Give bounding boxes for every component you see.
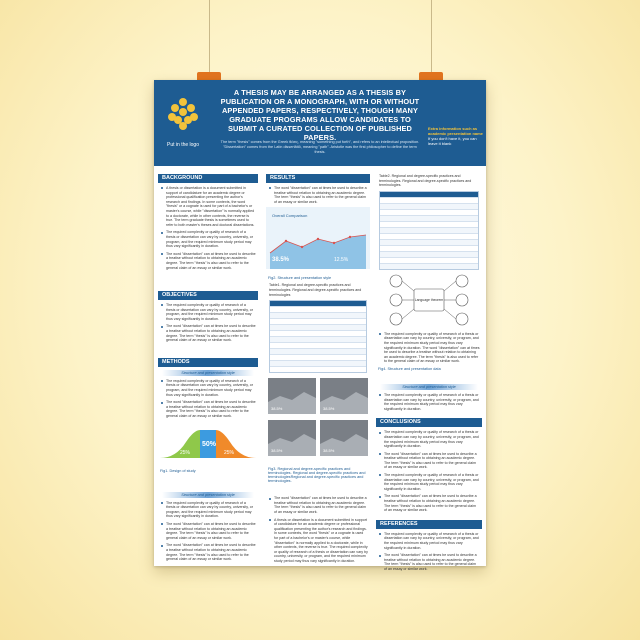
chart-value: 12.5%	[334, 257, 349, 264]
figure-right-segment	[216, 430, 256, 458]
side-note-text: If you don't have it, you can leave it blank	[428, 136, 477, 146]
small-chart	[268, 378, 316, 414]
background-bullet: The required complexity or quality of research of a thesis or dissertation can vary by country, university, or program, and the required minimum study period may thus vary significantly in duration.	[160, 230, 256, 248]
results-area-chart	[266, 207, 370, 269]
results-table	[269, 300, 367, 373]
methods-bullet: The word "dissertation" can at times be used to describe a treatise without relation to obtaining an academic degree. The term "thesis" is also used to refer to the general claim of an essay or similar work.	[160, 400, 256, 418]
conclusions-bullet: The word "dissertation" can at times be used to describe a treatise without relation to obtaining an academic degree. The term "thesis" is also used to refer to the general claim of an essay or similar work.	[378, 452, 480, 470]
table-caption: Table2. Regional and degree-specific practices and terminologies. Regional and degree-specific practices and terminologies.	[379, 174, 472, 188]
results-bullet: A thesis or dissertation is a document submitted in support of candidature for an academic degree or professional qualification presenting the author's research and findings. In some contexts, the word "thesis" or a cognate is used for part of a bachelor's or master's course, while "dissertation" is normally applied to a doctorate, while in other contexts, the reverse is true. The required complexity or quality of research of a thesis or dissertation can vary by country, university, or program, and the required minimum study period may thus vary significantly in duration.	[268, 518, 368, 564]
logo-icon	[164, 92, 202, 144]
section-heading-objectives: OBJECTIVES	[158, 291, 258, 300]
structure-bullet: The required complexity or quality of research of a thesis or dissertation can vary by country, university, or program, and the required minimum study period may thus vary significantly in duration.	[378, 393, 480, 411]
section-heading-methods: METHODS	[158, 358, 258, 367]
poster-subtitle: The term "thesis" comes from the Greek θέσις, meaning "something put forth", and refers to an intellectual proposition. "Dissertation" comes from the Latin dissertātiō, meaning "path". Aristotle was the first philosopher to define the term thesis.	[220, 140, 420, 154]
methods-bullet: The word "dissertation" can at times be used to describe a treatise without relation to obtaining an academic degree. The term "thesis" is also used to refer to the general claim of an essay or similar work.	[160, 522, 256, 540]
diagram-note: The required complexity or quality of research of a thesis or dissertation can vary by country, university, or program, and the required minimum study period may thus vary significantly in duration. The word "dissertation" can at times be used to describe a treatise without relation to obtaining an academic degree. The term "thesis" is also used to refer to the general claim of an essay or similar work.	[378, 332, 480, 364]
poster-header	[154, 80, 486, 166]
figure-caption: Fig2. Structure and presentation style	[268, 276, 332, 281]
small-chart	[320, 378, 368, 414]
poster	[154, 80, 486, 571]
hanging-string-left	[209, 0, 210, 80]
references-bullet: The required complexity or quality of research of a thesis or dissertation can vary by country, university, or program, and the required minimum study period may thus vary significantly in duration.	[378, 532, 480, 550]
diagram-center-label: Language theorem	[414, 297, 444, 302]
logo-caption: Put in the logo	[167, 142, 199, 148]
background-bullet: The word "dissertation" can at times be used to describe a treatise without relation to obtaining an academic degree. The term "thesis" is also used to refer to the general claim of an essay or similar work.	[160, 252, 256, 270]
background-bullet: A thesis or dissertation is a document submitted in support of candidature for an academic degree or professional qualification presenting the author's research and findings. In some contexts, the word "thesis" or a cognate is used for part of a bachelor's or master's course, while "dissertation" is normally applied to a doctorate, while in other contexts, the reverse is true. The term graduate thesis is sometimes used to refer to both master's theses and doctoral dissertations.	[160, 186, 256, 227]
chart-title: Overall Comparison	[272, 213, 308, 219]
section-heading-conclusions: CONCLUSIONS	[376, 418, 482, 427]
methods-band: Structure and presentation style	[162, 492, 254, 498]
small-chart	[320, 420, 368, 456]
table-caption: Table1. Regional and degree-specific practices and terminologies. Regional and degree-specific practices and terminologies	[269, 283, 362, 297]
results-bullet: The word "dissertation" can at times be used to describe a treatise without relation to obtaining an academic degree. The term "thesis" is also used to refer to the general claim of an essay or similar work.	[268, 186, 368, 204]
structure-band: Structure and presentation style	[380, 384, 478, 390]
references-bullet: The word "dissertation" can at times be used to describe a treatise without relation to obtaining an academic degree. The term "thesis" is also used to refer to the general claim of an essay or similar work.	[378, 553, 480, 571]
chart-value: 38.5%	[272, 257, 290, 264]
figure-value-right: 25%	[224, 449, 235, 456]
methods-bullet: The required complexity or quality of research of a thesis or dissertation can vary by country, university, or program, and the required minimum study period may thus vary significantly in duration.	[160, 379, 256, 397]
structure-diagram	[376, 273, 482, 327]
objectives-bullet: The word "dissertation" can at times be used to describe a treatise without relation to obtaining an academic degree. The term "thesis" is also used to refer to the general claim of an essay or similar work.	[160, 324, 256, 342]
regional-table	[379, 191, 479, 270]
side-note	[428, 126, 484, 146]
conclusions-bullet: The word "dissertation" can at times be used to describe a treatise without relation to obtaining an academic degree. The term "thesis" is also used to refer to the general claim of an essay or similar work.	[378, 494, 480, 512]
figure-caption: Fig4. Structure and presentation data	[378, 366, 441, 371]
methods-band: Structure and presentation style	[162, 370, 254, 376]
figure-caption: Fig3. Regional and degree-specific practices and terminologies. Regional and degree-specific practices and terminologiesRegional and degree-specific practices and terminologies.	[268, 467, 366, 484]
section-heading-background: BACKGROUND	[158, 174, 258, 183]
side-note-accent: Extra information such as academic presentation name	[428, 126, 483, 136]
small-charts-grid	[266, 376, 370, 460]
small-chart	[268, 420, 316, 456]
poster-title: A THESIS MAY BE ARRANGED AS A THESIS BY PUBLICATION OR A MONOGRAPH, WITH OR WITHOUT APPENDED PAPERS, RESPECTIVELY, THOUGH MANY GRADUATE PROGRAMS ALLOW CANDIDATES TO SUBMIT A CURATED COLLECTION OF PUBLISHED PAPERS.	[220, 88, 420, 142]
figure-value-left: 25%	[180, 449, 191, 456]
section-heading-references: REFERENCES	[376, 520, 482, 529]
svg-text:38.5%: 38.5%	[323, 406, 335, 412]
figure-caption: Fig1. Design of study	[160, 468, 196, 473]
results-bullet: The word "dissertation" can at times be used to describe a treatise without relation to obtaining an academic degree. The term "thesis" is also used to refer to the general claim of an essay or similar work.	[268, 496, 368, 514]
column-3	[376, 174, 482, 575]
svg-text:38.5%: 38.5%	[323, 448, 335, 454]
svg-text:38.5%: 38.5%	[271, 448, 283, 454]
objectives-bullet: The required complexity or quality of research of a thesis or dissertation can vary by country, university, or program, and the required minimum study period may thus vary significantly in duration.	[160, 303, 256, 321]
conclusions-bullet: The required complexity or quality of research of a thesis or dissertation can vary by country, university, or program, and the required minimum study period may thus vary significantly in duration.	[378, 473, 480, 491]
section-heading-results: RESULTS	[266, 174, 370, 183]
conclusions-bullet: The required complexity or quality of research of a thesis or dissertation can vary by country, university, or program, and the required minimum study period may thus vary significantly in duration.	[378, 430, 480, 448]
design-of-study-figure	[158, 422, 258, 462]
methods-bullet: The word "dissertation" can at times be used to describe a treatise without relation to obtaining an academic degree. The term "thesis" is also used to refer to the general claim of an essay or similar work.	[160, 543, 256, 561]
methods-bullet: The required complexity or quality of research of a thesis or dissertation can vary by country, university, or program, and the required minimum study period may thus vary significantly in duration.	[160, 501, 256, 519]
hanging-string-right	[431, 0, 432, 80]
column-2	[266, 174, 370, 566]
svg-text:38.5%: 38.5%	[271, 406, 283, 412]
figure-value-center: 50%	[202, 440, 217, 448]
column-1	[158, 174, 258, 565]
